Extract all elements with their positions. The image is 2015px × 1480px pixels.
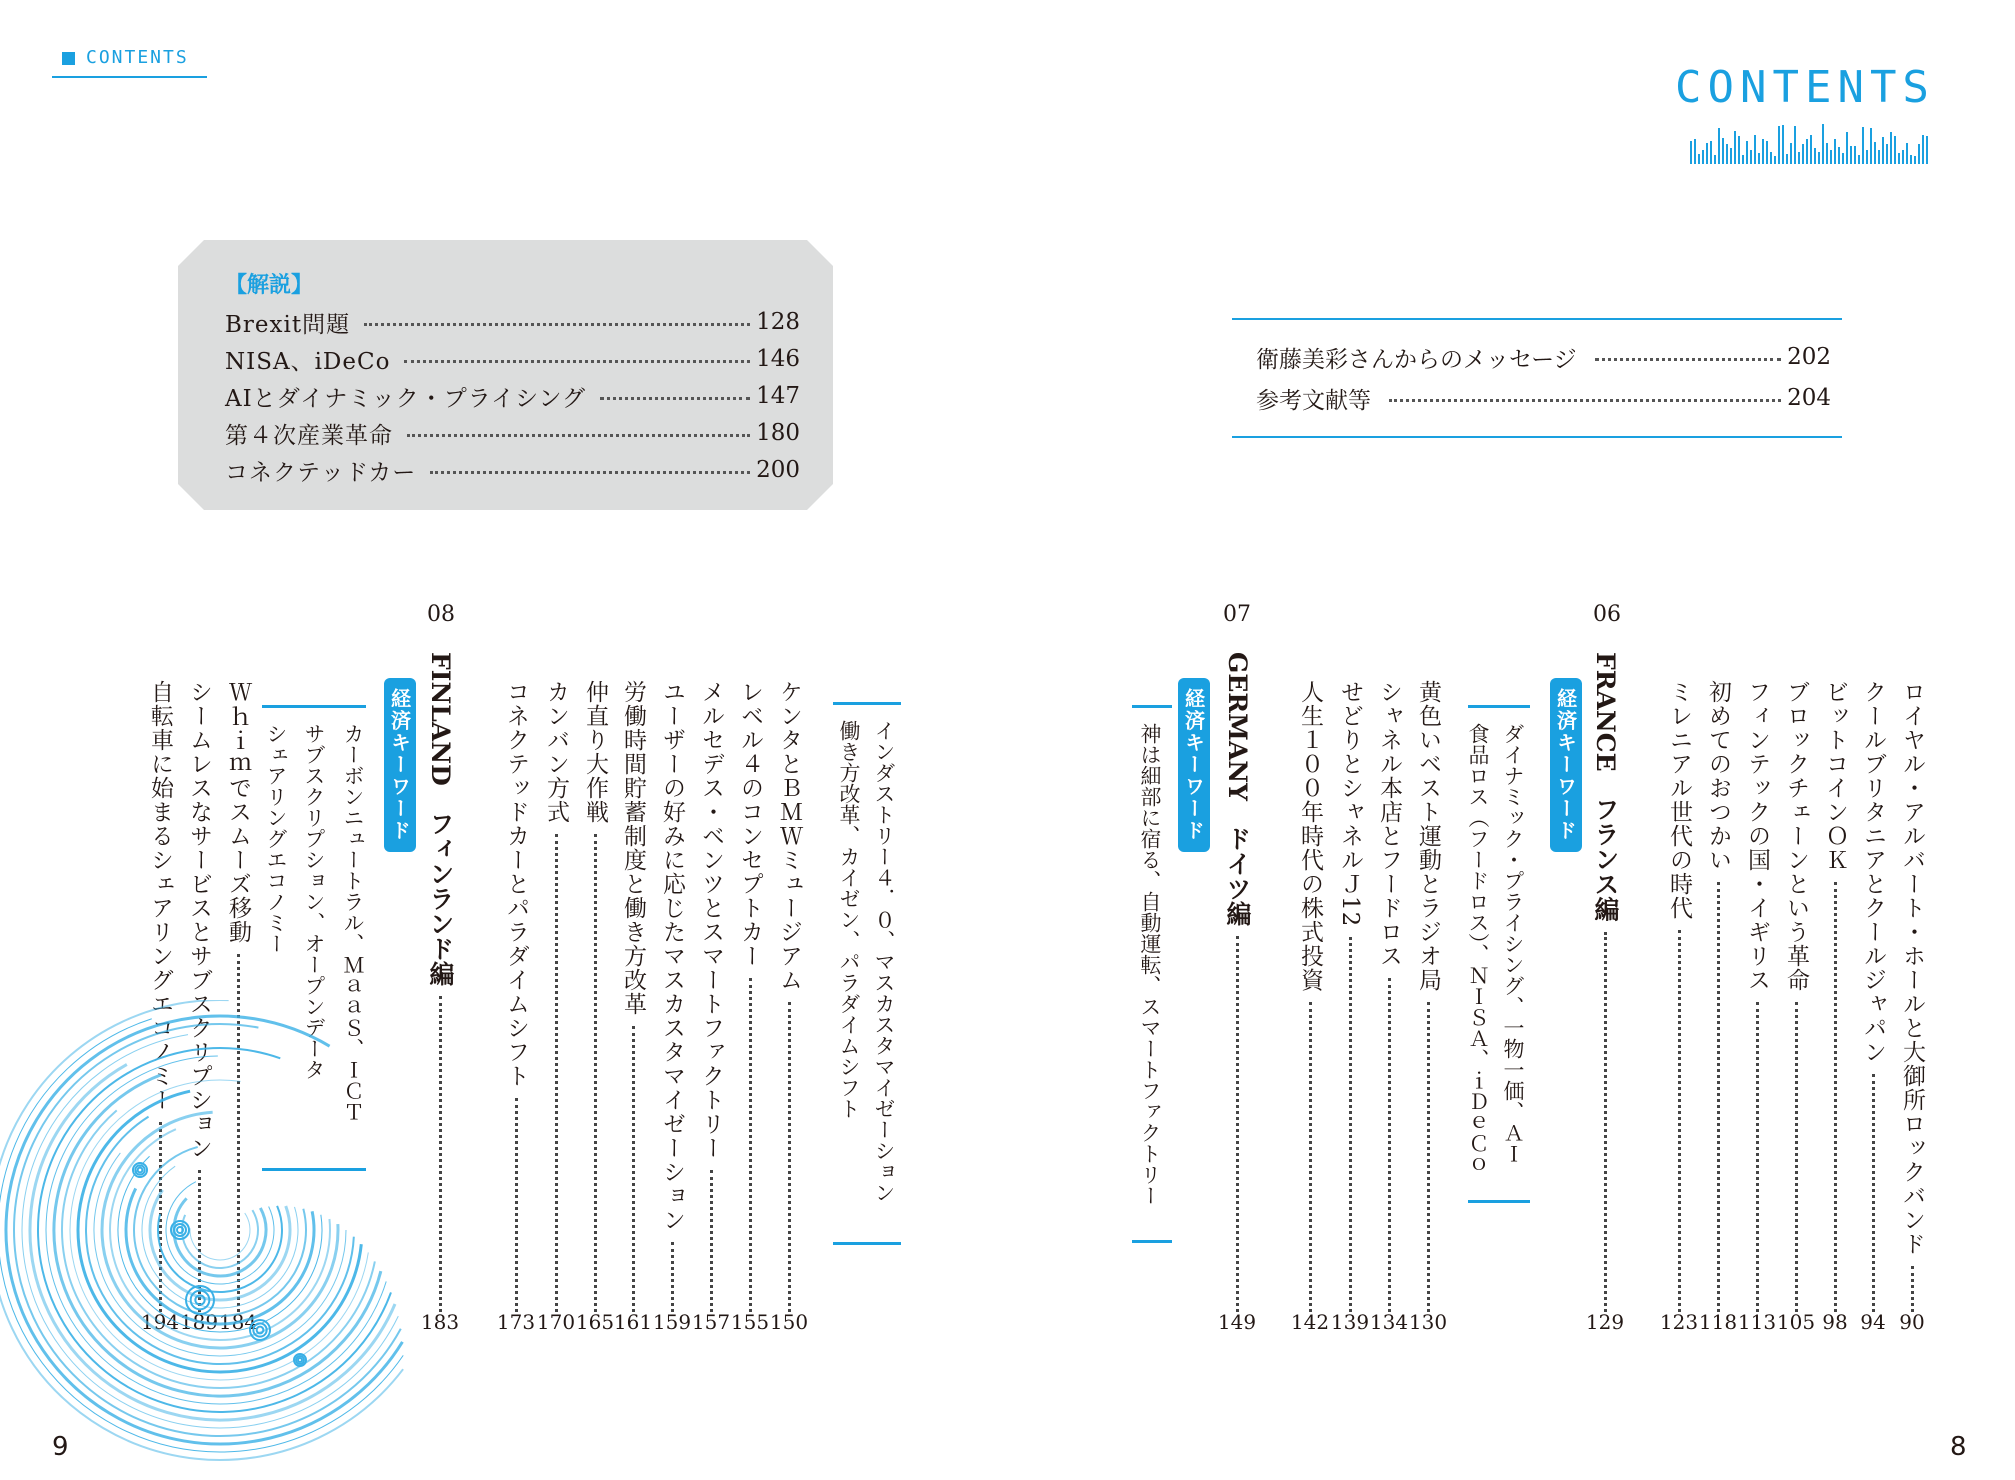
leader-dots [671,1242,674,1312]
leader-dots [1349,937,1352,1312]
keyword-line-top [1468,705,1530,708]
toc-item-label: 黄色いベスト運動とラジオ局 [1415,680,1441,992]
keyword-line-top [1132,705,1172,708]
toc-item-label: カンバン方式 [543,680,569,824]
contents-logo: CONTENTS [1675,62,1935,113]
commentary-page: 147 [756,383,800,409]
toc-item-page: 134 [1369,1310,1409,1334]
leader-dots [1834,882,1837,1312]
leader-dots [404,360,750,363]
toc-item [1333,680,1367,1320]
leader-dots [1236,936,1239,1312]
toc-item-page: 118 [1698,1310,1738,1334]
toc-item-page: 94 [1860,1310,1886,1334]
toc-item-page: 130 [1408,1310,1448,1334]
toc-item [733,680,767,1320]
swirl-decoration-icon [0,1000,470,1480]
spacer [1591,772,1620,797]
chapter-page: 183 [420,1310,460,1334]
toc-item-label: シームレスなサービスとサブスクリプション [186,680,212,1160]
commentary-page: 128 [756,309,800,335]
extra-row [1256,379,1831,417]
leader-dots [1795,1002,1798,1312]
toc-item-page: 98 [1822,1310,1848,1334]
leader-dots [1389,399,1781,402]
chapter-title-ja: フランス編 [1591,796,1620,922]
chapter-title-en: GERMANY [1223,652,1252,801]
leader-dots [515,1098,518,1312]
commentary-label: AIとダイナミック・プライシング [225,385,587,412]
chapter-title-en: FRANCE [1591,652,1620,772]
toc-item [578,680,612,1320]
extra-label: 参考文献等 [1256,387,1371,414]
toc-item-page: 139 [1330,1310,1370,1334]
leader-dots [710,1170,713,1312]
commentary-row [225,304,800,340]
chapter-title-text [1220,652,1254,926]
toc-item-label: ミレニアル世代の時代 [1666,680,1692,920]
chapter-number: 06 [1593,602,1621,627]
leader-dots [1911,1266,1914,1312]
chapter-title-text [423,652,457,986]
leader-dots [600,397,750,400]
toc-item-page: 170 [536,1310,576,1334]
commentary-label: Brexit問題 [225,311,351,338]
toc-item-page: 159 [652,1310,692,1334]
toc-item-label: ロイヤル・アルバート・ホールと大御所ロックバンド [1899,680,1925,1256]
leader-dots [1756,1002,1759,1312]
chapter-page: 129 [1585,1310,1625,1334]
toc-item-label: シャネル本店とフードロス [1376,680,1402,968]
keyword-line-top [833,702,901,705]
commentary-row [225,415,800,451]
toc-item-label: 自転車に始まるシェアリングエコノミー [147,680,173,1112]
chapter-title [1220,652,1254,1320]
leader-dots [1872,1074,1875,1312]
toc-item-label: ブロックチェーンという革命 [1783,680,1809,992]
toc-item-page: 165 [575,1310,615,1334]
keyword-text: 神は細部に宿る、自動運転、スマートファクトリー [1138,723,1162,1206]
leader-dots [1309,1002,1312,1312]
toc-item-label: 仲直り大作戦 [582,680,608,824]
header-tag-label: CONTENTS [86,47,189,68]
toc-item-label: メルセデス・ベンツとスマートファクトリー [698,680,724,1160]
leader-dots [1595,358,1781,361]
toc-item [1293,680,1327,1320]
page-number-left: 9 [52,1432,69,1462]
toc-item-page: 142 [1290,1310,1330,1334]
toc-item-page: 150 [769,1310,809,1334]
toc-item-label: ビットコインＯＫ [1822,680,1848,872]
toc-item [1895,680,1929,1320]
toc-item-label: コネクテッドカーとパラダイムシフト [503,680,529,1088]
toc-item-label: 人生１００年時代の株式投資 [1297,680,1323,992]
toc-item-page: 189 [179,1310,219,1334]
leader-dots [1678,930,1681,1312]
extra-page: 202 [1787,344,1831,370]
commentary-page: 200 [756,457,800,483]
leader-dots [407,434,750,437]
leader-dots [594,834,597,1312]
header-tag [52,46,207,78]
keyword-text: ダイナミック・プライシング、一物一価、ＡＩ [1501,723,1525,1164]
keyword-text: サブスクリプション、オープンデータ [302,723,326,1080]
toc-item-label: クールブリタニアとクールジャパン [1860,680,1886,1064]
toc-item [694,680,728,1320]
toc-item-page: 184 [218,1310,258,1334]
leader-dots [430,471,750,474]
chapter-title-en: FINLAND [426,652,455,786]
commentary-page: 180 [756,420,800,446]
commentary-row [225,452,800,488]
toc-item-page: 155 [730,1310,770,1334]
toc-item [655,680,689,1320]
divider-bottom [1232,436,1842,438]
extra-label: 衛藤美彩さんからのメッセージ [1256,346,1577,373]
commentary-label: 第４次産業革命 [225,422,393,449]
keyword-badge: 経済キーワード [1550,678,1582,852]
toc-item-page: 123 [1659,1310,1699,1334]
toc-item-label: ケンタとＢＭＷミュージアム [776,680,802,992]
toc-item-label: フィンテックの国・イギリス [1744,680,1770,992]
toc-item [1740,680,1774,1320]
toc-item [499,680,533,1320]
chapter-number: 08 [427,602,455,627]
chapter-page: 149 [1217,1310,1257,1334]
spacer [426,786,455,811]
toc-item-label: レベル４のコンセプトカー [737,680,763,968]
chapter-title-text [1588,652,1622,922]
toc-item [616,680,650,1320]
toc-item-page: 157 [691,1310,731,1334]
keyword-badge: 経済キーワード [384,678,416,852]
toc-item [1662,680,1696,1320]
toc-item [772,680,806,1320]
chapter-number: 07 [1223,602,1251,627]
keyword-text: インダストリー４．０、マスカスタマイゼーション [872,720,896,1203]
keyword-text: カーボンニュートラル、ＭａａＳ、ＩＣＴ [341,723,365,1122]
leader-dots [1604,932,1607,1312]
leader-dots [788,1002,791,1312]
keyword-text: 食品ロス（フードロス）、ＮＩＳＡ、ｉＤｅＣｏ [1466,723,1490,1175]
chapter-title [1588,652,1622,1320]
toc-item-label: せどりとシャネルＪ12 [1337,680,1363,928]
commentary-heading: 【解説】 [225,272,314,298]
toc-item-label: Ｗｈｉｍでスムーズ移動 [225,680,251,944]
keyword-badge: 経済キーワード [1178,678,1210,852]
toc-item-page: 90 [1899,1310,1925,1334]
leader-dots [749,978,752,1312]
toc-item-label: ユーザーの好みに応じたマスカスタマイゼーション [659,680,685,1232]
leader-dots [1427,1002,1430,1312]
toc-item [1411,680,1445,1320]
keyword-line-bottom [1468,1200,1530,1203]
toc-item [1818,680,1852,1320]
spacer [1223,801,1252,826]
commentary-label: NISA、iDeCo [225,348,391,375]
keyword-line-bottom [1132,1240,1172,1243]
toc-item-page: 194 [140,1310,180,1334]
keyword-line-top [262,705,366,708]
toc-item [539,680,573,1320]
keyword-text: シェアリングエコノミー [264,723,288,954]
toc-item [1856,680,1890,1320]
leader-dots [1717,882,1720,1312]
toc-item [1779,680,1813,1320]
page-number-right: 8 [1950,1432,1967,1462]
toc-item-label: 労働時間貯蓄制度と働き方改革 [620,680,646,1016]
toc-item [1372,680,1406,1320]
toc-item-page: 113 [1737,1310,1777,1334]
divider-top [1232,318,1842,320]
chapter-title-ja: フィンランド編 [426,810,455,986]
leader-dots [364,323,750,326]
extra-page: 204 [1787,385,1831,411]
commentary-row [225,378,800,414]
commentary-row [225,341,800,377]
toc-item-page: 105 [1776,1310,1816,1334]
toc-item-page: 161 [613,1310,653,1334]
square-icon [62,52,75,65]
leader-dots [555,834,558,1312]
toc-item [1701,680,1735,1320]
toc-item-label: 初めてのおつかい [1705,680,1731,872]
extra-row [1256,338,1831,376]
commentary-label: コネクテッドカー [225,459,417,486]
commentary-page: 146 [756,346,800,372]
keyword-text: 働き方改革、カイゼン、パラダイムシフト [837,720,861,1119]
leader-dots [632,1026,635,1312]
toc-item-page: 173 [496,1310,536,1334]
barcode-decoration-icon [1690,122,1930,164]
chapter-title-ja: ドイツ編 [1223,825,1252,926]
keyword-line-bottom [833,1242,901,1245]
leader-dots [1388,978,1391,1312]
